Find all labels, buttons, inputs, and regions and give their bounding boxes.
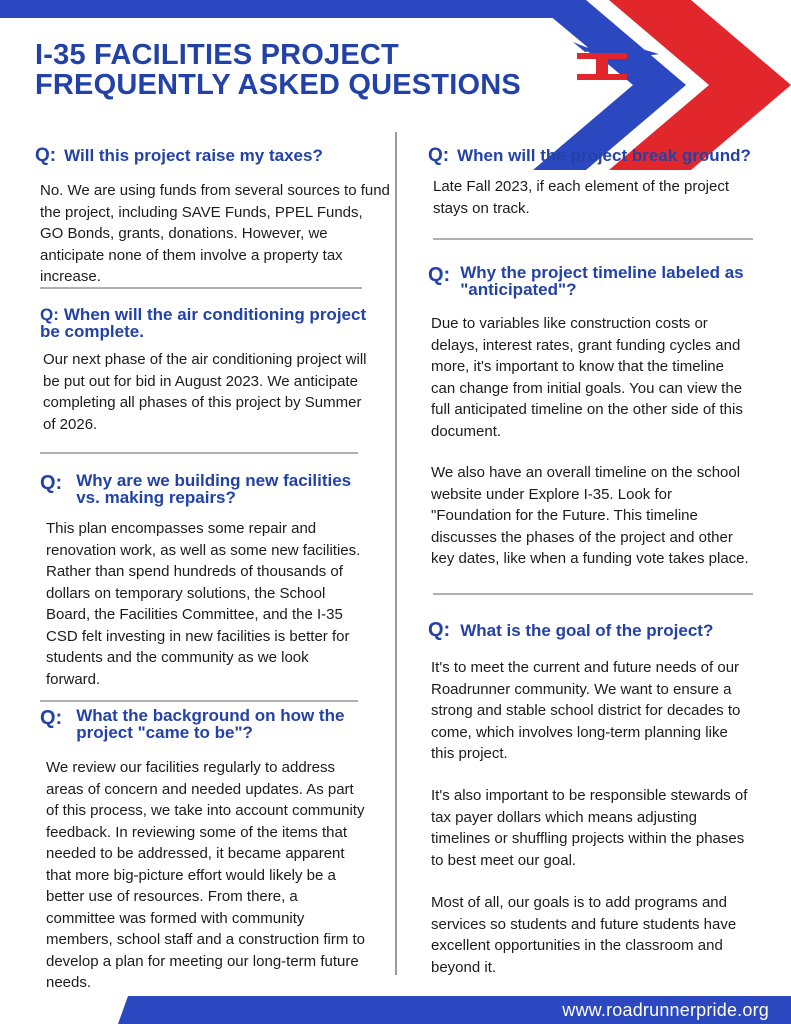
section-divider: [40, 700, 358, 702]
column-divider: [395, 132, 397, 975]
faq-question-taxes: [35, 147, 323, 164]
q-marker: Q:: [40, 472, 63, 494]
title-line-1: I-35 FACILITIES PROJECT: [35, 39, 399, 71]
question-text: Why the project timeline labeled as "anticipated"?: [460, 263, 744, 299]
roadrunner-logo: [563, 40, 663, 86]
question-text: When will the air conditioning project be complete.: [40, 305, 367, 341]
q-marker: Q:: [428, 264, 451, 286]
question-text: Why are we building new facilities vs. making repairs?: [76, 471, 352, 507]
question-text: When will the project break ground?: [457, 146, 751, 165]
faq-question-break-ground: [428, 147, 751, 164]
question-text: What is the goal of the project?: [460, 621, 714, 640]
logo-letter: I: [602, 73, 603, 74]
section-divider: [433, 593, 753, 595]
faq-question-background: [40, 707, 366, 741]
faq-question-air-conditioning: [40, 306, 380, 340]
faq-answer-goal-1: It's to meet the current and future needs of our Roadrunner community. We want to ensure a strong and stable school district for decades to come, which involves long-term planning like this project.: [431, 659, 741, 762]
faq-question-anticipated: [428, 264, 750, 298]
page-title: [35, 40, 521, 100]
q-marker: Q:: [40, 305, 59, 324]
q-marker: Q:: [40, 707, 63, 729]
faq-question-new-facilities: [40, 472, 366, 506]
faq-answer-taxes: No. We are using funds from several sources to fund the project, including SAVE Funds, PPEL Funds, GO Bonds, grants, donations. However, we anticipate none of them involve a property tax increase.: [40, 182, 390, 285]
q-marker: Q:: [428, 619, 451, 641]
logo-bird-crest: [573, 42, 593, 52]
faq-answer-anticipated-1: Due to variables like construction costs or delays, interest rates, grant funding cycles and more, it's important to know that the timeline can change from initial goals. You can view the full anticipated timeline on the other side of this document.: [431, 315, 743, 440]
q-marker: Q:: [428, 145, 450, 166]
title-line-2: FREQUENTLY ASKED QUESTIONS: [35, 69, 521, 101]
question-text: What the background on how the project "came to be"?: [76, 706, 345, 742]
faq-answer-background: We review our facilities regularly to address areas of concern and needed updates. As part of this process, we take into account community feedback. In reviewing some of the items that needed to be addressed, it became apparent that more big-picture effort would likely be a better use of resources. From there, a committee was formed with community members, school staff and a construction firm to develop a plan for meeting our long-term future needs.: [46, 759, 366, 991]
faq-answer-air-conditioning: Our next phase of the air conditioning project will be put out for bid in August 2023. We anticipate completing all phases of this project by Summer of 2026.: [43, 351, 367, 433]
header-top-bar: [0, 0, 560, 18]
section-divider: [433, 238, 753, 240]
faq-answer-anticipated-2: We also have an overall timeline on the school website under Explore I-35. Look for "Foundation for the Future. This timeline discusses the phases of the project and other key dates, like when a funding vote takes place.: [431, 464, 749, 567]
faq-answer-new-facilities: This plan encompasses some repair and renovation work, as well as some new facilities. Rather than spend hundreds of thousands of dollars on temporary solutions, the School Board, the Facilities Committee, and the I-35 CSD felt investing in new facilities is better for students and the community as we look forward.: [46, 520, 361, 688]
faq-answer-goal-3: Most of all, our goals is to add programs and services so students and future students have excellent opportunities in the classroom and beyond it.: [431, 894, 737, 976]
q-marker: Q:: [35, 145, 57, 166]
faq-question-goal: [428, 619, 714, 641]
section-divider: [40, 287, 362, 289]
faq-answer-goal-2: It's also important to be responsible stewards of tax payer dollars which means adjusting timelines or shuffling projects within the phases to best meet our goal.: [431, 787, 748, 869]
section-divider: [40, 452, 358, 454]
faq-answer-break-ground: Late Fall 2023, if each element of the project stays on track.: [433, 178, 730, 217]
footer-url[interactable]: www.roadrunnerpride.org: [562, 1000, 769, 1020]
question-text: Will this project raise my taxes?: [64, 146, 323, 165]
